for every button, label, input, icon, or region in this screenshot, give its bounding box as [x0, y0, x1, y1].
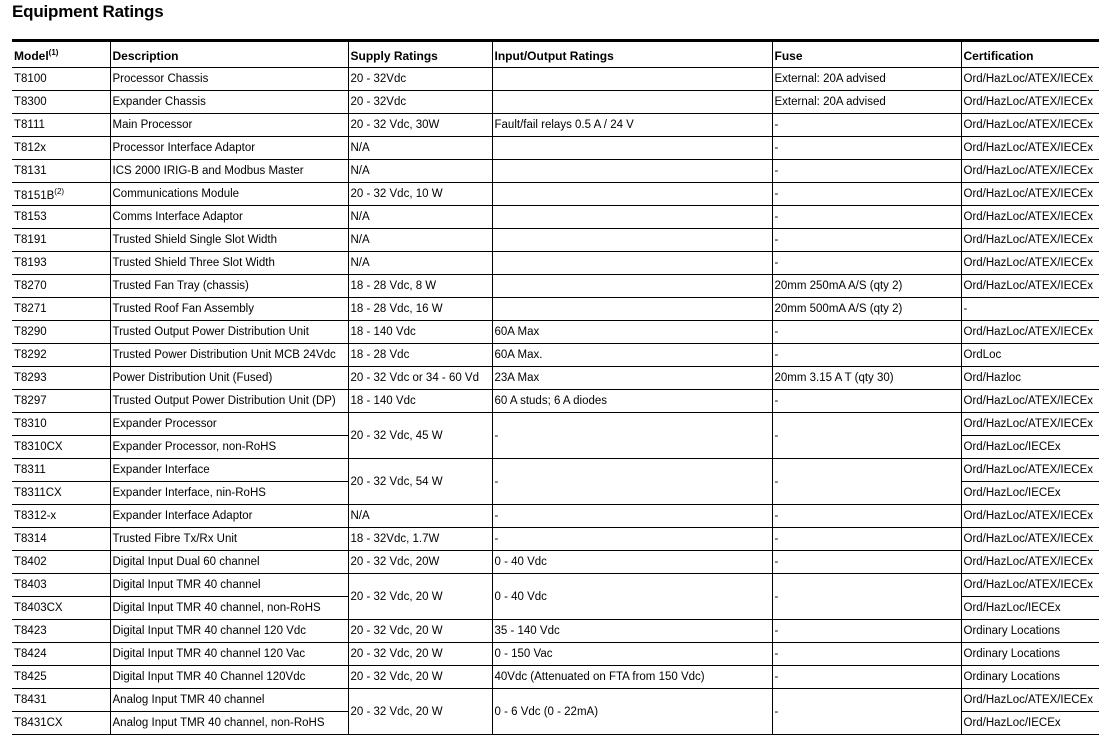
cell-io [492, 137, 772, 160]
cell-description: Trusted Fibre Tx/Rx Unit [110, 528, 348, 551]
cell-certification: Ord/Hazloc [961, 367, 1099, 390]
table-row [12, 344, 1099, 367]
model-number: T8293 [14, 372, 47, 384]
cell-io: - [492, 528, 772, 551]
model-number: T8423 [14, 625, 47, 637]
cell-description: Expander Processor [110, 413, 348, 436]
cell-description: Expander Interface, nin-RoHS [110, 482, 348, 505]
model-number: T8312-x [14, 510, 57, 522]
cell-model [12, 137, 110, 160]
table-row [12, 574, 1099, 597]
cell-supply: N/A [348, 137, 492, 160]
model-number: T8310CX [14, 441, 63, 453]
cell-certification: Ord/HazLoc/ATEX/IECEx [961, 114, 1099, 137]
cell-description: Trusted Power Distribution Unit MCB 24Vdc [110, 344, 348, 367]
cell-io [492, 183, 772, 206]
cell-fuse: External: 20A advised [772, 68, 961, 91]
cell-io [492, 91, 772, 114]
cell-model [12, 298, 110, 321]
table-row [12, 206, 1099, 229]
cell-description: Trusted Output Power Distribution Unit (DP) [110, 390, 348, 413]
cell-certification: Ordinary Locations [961, 643, 1099, 666]
cell-io [492, 229, 772, 252]
cell-description: Power Distribution Unit (Fused) [110, 367, 348, 390]
cell-certification: Ord/HazLoc/ATEX/IECEx [961, 137, 1099, 160]
header-model [12, 41, 110, 68]
cell-model [12, 413, 110, 436]
cell-supply: N/A [348, 229, 492, 252]
cell-io [492, 160, 772, 183]
cell-model [12, 528, 110, 551]
cell-io: 60A Max [492, 321, 772, 344]
cell-description: Expander Interface [110, 459, 348, 482]
cell-fuse: - [772, 666, 961, 689]
cell-io: - [492, 413, 772, 459]
cell-model [12, 459, 110, 482]
header-supply-ratings: Supply Ratings [348, 41, 492, 68]
model-number: T8292 [14, 349, 47, 361]
model-number: T8311 [14, 464, 46, 476]
model-number: T8431 [14, 694, 47, 706]
cell-io: 40Vdc (Attenuated on FTA from 150 Vdc) [492, 666, 772, 689]
cell-model [12, 68, 110, 91]
cell-description: Digital Input TMR 40 channel 120 Vdc [110, 620, 348, 643]
cell-certification: Ordinary Locations [961, 666, 1099, 689]
equipment-ratings-table-container [12, 39, 1099, 735]
cell-model [12, 482, 110, 505]
cell-io: 0 - 150 Vac [492, 643, 772, 666]
header-description: Description [110, 41, 348, 68]
cell-supply: 20 - 32 Vdc, 20 W [348, 666, 492, 689]
footnote-marker: (1) [48, 48, 59, 57]
table-row [12, 459, 1099, 482]
cell-certification: OrdLoc [961, 344, 1099, 367]
page-title: Equipment Ratings [12, 2, 164, 21]
cell-model [12, 689, 110, 712]
cell-description: Analog Input TMR 40 channel [110, 689, 348, 712]
cell-model [12, 643, 110, 666]
cell-supply: 20 - 32Vdc [348, 91, 492, 114]
cell-certification: Ordinary Locations [961, 620, 1099, 643]
model-number: T812x [14, 142, 46, 154]
cell-io [492, 275, 772, 298]
cell-fuse: - [772, 689, 961, 735]
cell-io: 35 - 140 Vdc [492, 620, 772, 643]
table-row [12, 666, 1099, 689]
cell-io [492, 68, 772, 91]
cell-model [12, 597, 110, 620]
cell-supply: 20 - 32 Vdc, 20W [348, 551, 492, 574]
cell-model [12, 551, 110, 574]
cell-model [12, 505, 110, 528]
cell-fuse: - [772, 390, 961, 413]
table-row [12, 68, 1099, 91]
cell-supply: N/A [348, 160, 492, 183]
cell-fuse: - [772, 206, 961, 229]
cell-fuse: - [772, 413, 961, 459]
cell-certification: Ord/HazLoc/ATEX/IECEx [961, 528, 1099, 551]
table-body [12, 68, 1099, 735]
cell-supply: 20 - 32Vdc [348, 68, 492, 91]
cell-certification: Ord/HazLoc/ATEX/IECEx [961, 206, 1099, 229]
cell-certification: Ord/HazLoc/ATEX/IECEx [961, 321, 1099, 344]
cell-description: Expander Interface Adaptor [110, 505, 348, 528]
cell-certification: Ord/HazLoc/IECEx [961, 712, 1099, 735]
model-number: T8270 [14, 280, 47, 292]
cell-description: Trusted Fan Tray (chassis) [110, 275, 348, 298]
cell-io: - [492, 459, 772, 505]
model-number: T8402 [14, 556, 47, 568]
cell-fuse: - [772, 137, 961, 160]
model-number: T8131 [14, 165, 47, 177]
footnote-marker: (2) [54, 186, 65, 196]
cell-model [12, 160, 110, 183]
cell-description: Main Processor [110, 114, 348, 137]
cell-description: Analog Input TMR 40 channel, non-RoHS [110, 712, 348, 735]
cell-model [12, 321, 110, 344]
cell-io [492, 206, 772, 229]
cell-description: Digital Input TMR 40 channel 120 Vac [110, 643, 348, 666]
cell-model [12, 367, 110, 390]
cell-io: 60 A studs; 6 A diodes [492, 390, 772, 413]
cell-certification: Ord/HazLoc/ATEX/IECEx [961, 574, 1099, 597]
cell-model [12, 183, 110, 206]
cell-description: Processor Chassis [110, 68, 348, 91]
cell-supply: 18 - 28 Vdc, 16 W [348, 298, 492, 321]
cell-certification: Ord/HazLoc/ATEX/IECEx [961, 91, 1099, 114]
cell-certification: Ord/HazLoc/IECEx [961, 482, 1099, 505]
cell-io: - [492, 505, 772, 528]
cell-fuse: - [772, 574, 961, 620]
cell-fuse: - [772, 160, 961, 183]
cell-model [12, 275, 110, 298]
model-number: T8151B [14, 189, 55, 202]
cell-model [12, 390, 110, 413]
model-number: T8314 [14, 533, 47, 545]
cell-supply: 20 - 32 Vdc, 20 W [348, 574, 492, 620]
table-row [12, 160, 1099, 183]
cell-io: 0 - 6 Vdc (0 - 22mA) [492, 689, 772, 735]
cell-model [12, 574, 110, 597]
cell-supply: N/A [348, 505, 492, 528]
cell-fuse: External: 20A advised [772, 91, 961, 114]
cell-description: Digital Input Dual 60 channel [110, 551, 348, 574]
cell-description: Trusted Shield Single Slot Width [110, 229, 348, 252]
model-number: T8111 [14, 119, 45, 131]
cell-certification: Ord/HazLoc/ATEX/IECEx [961, 390, 1099, 413]
cell-description: Digital Input TMR 40 Channel 120Vdc [110, 666, 348, 689]
model-number: T8300 [14, 96, 47, 108]
cell-model [12, 252, 110, 275]
cell-supply: 20 - 32 Vdc or 34 - 60 Vd [348, 367, 492, 390]
model-number: T8290 [14, 326, 47, 338]
model-number: T8403 [14, 579, 47, 591]
table-row [12, 114, 1099, 137]
cell-model [12, 91, 110, 114]
cell-io: 0 - 40 Vdc [492, 551, 772, 574]
cell-fuse: - [772, 459, 961, 505]
table-row [12, 620, 1099, 643]
table-row [12, 551, 1099, 574]
cell-description: Processor Interface Adaptor [110, 137, 348, 160]
model-number: T8191 [14, 234, 47, 246]
model-number: T8310 [14, 418, 47, 430]
cell-description: Trusted Shield Three Slot Width [110, 252, 348, 275]
cell-certification: - [961, 298, 1099, 321]
cell-certification: Ord/HazLoc/ATEX/IECEx [961, 505, 1099, 528]
cell-fuse: 20mm 500mA A/S (qty 2) [772, 298, 961, 321]
cell-description: Trusted Output Power Distribution Unit [110, 321, 348, 344]
cell-io: Fault/fail relays 0.5 A / 24 V [492, 114, 772, 137]
cell-certification: Ord/HazLoc/ATEX/IECEx [961, 459, 1099, 482]
table-row [12, 528, 1099, 551]
table-row [12, 91, 1099, 114]
cell-supply: 18 - 28 Vdc, 8 W [348, 275, 492, 298]
table-row [12, 689, 1099, 712]
model-number: T8193 [14, 257, 47, 269]
cell-model [12, 344, 110, 367]
cell-certification: Ord/HazLoc/ATEX/IECEx [961, 413, 1099, 436]
table-row [12, 505, 1099, 528]
cell-description: Comms Interface Adaptor [110, 206, 348, 229]
model-number: T8297 [14, 395, 47, 407]
table-row [12, 390, 1099, 413]
cell-supply: 20 - 32 Vdc, 45 W [348, 413, 492, 459]
cell-fuse: - [772, 114, 961, 137]
equipment-ratings-table [12, 39, 1099, 735]
model-number: T8311CX [14, 487, 62, 499]
cell-fuse: - [772, 344, 961, 367]
cell-io [492, 298, 772, 321]
cell-fuse: - [772, 229, 961, 252]
cell-io: 60A Max. [492, 344, 772, 367]
model-number: T8100 [14, 73, 47, 85]
cell-io [492, 252, 772, 275]
cell-description: Expander Chassis [110, 91, 348, 114]
cell-fuse: 20mm 250mA A/S (qty 2) [772, 275, 961, 298]
cell-io: 23A Max [492, 367, 772, 390]
model-number: T8424 [14, 648, 47, 660]
cell-certification: Ord/HazLoc/ATEX/IECEx [961, 68, 1099, 91]
cell-description: Communications Module [110, 183, 348, 206]
cell-supply: 18 - 28 Vdc [348, 344, 492, 367]
cell-supply: 20 - 32 Vdc, 20 W [348, 643, 492, 666]
cell-model [12, 436, 110, 459]
cell-certification: Ord/HazLoc/IECEx [961, 436, 1099, 459]
cell-certification: Ord/HazLoc/ATEX/IECEx [961, 252, 1099, 275]
cell-model [12, 620, 110, 643]
cell-fuse: - [772, 620, 961, 643]
cell-fuse: - [772, 643, 961, 666]
cell-fuse: - [772, 183, 961, 206]
cell-fuse: 20mm 3.15 A T (qty 30) [772, 367, 961, 390]
cell-supply: 20 - 32 Vdc, 30W [348, 114, 492, 137]
table-row [12, 413, 1099, 436]
cell-model [12, 712, 110, 735]
cell-model [12, 666, 110, 689]
cell-description: Trusted Roof Fan Assembly [110, 298, 348, 321]
table-row [12, 229, 1099, 252]
cell-supply: 18 - 32Vdc, 1.7W [348, 528, 492, 551]
table-row [12, 183, 1099, 206]
cell-supply: 20 - 32 Vdc, 20 W [348, 689, 492, 735]
model-number: T8431CX [14, 717, 63, 729]
cell-model [12, 114, 110, 137]
header-fuse: Fuse [772, 41, 961, 68]
cell-certification: Ord/HazLoc/IECEx [961, 597, 1099, 620]
table-row [12, 367, 1099, 390]
cell-description: Digital Input TMR 40 channel [110, 574, 348, 597]
cell-description: ICS 2000 IRIG-B and Modbus Master [110, 160, 348, 183]
cell-fuse: - [772, 321, 961, 344]
model-number: T8425 [14, 671, 47, 683]
table-row [12, 275, 1099, 298]
cell-model [12, 206, 110, 229]
cell-supply: 18 - 140 Vdc [348, 321, 492, 344]
header-io-ratings: Input/Output Ratings [492, 41, 772, 68]
cell-model [12, 229, 110, 252]
cell-certification: Ord/HazLoc/ATEX/IECEx [961, 229, 1099, 252]
table-header-row [12, 41, 1099, 68]
cell-description: Digital Input TMR 40 channel, non-RoHS [110, 597, 348, 620]
table-row [12, 643, 1099, 666]
model-number: T8271 [14, 303, 47, 315]
cell-supply: 20 - 32 Vdc, 20 W [348, 620, 492, 643]
cell-certification: Ord/HazLoc/ATEX/IECEx [961, 689, 1099, 712]
cell-fuse: - [772, 528, 961, 551]
cell-certification: Ord/HazLoc/ATEX/IECEx [961, 160, 1099, 183]
table-row [12, 252, 1099, 275]
cell-supply: 20 - 32 Vdc, 10 W [348, 183, 492, 206]
cell-supply: 20 - 32 Vdc, 54 W [348, 459, 492, 505]
cell-io: 0 - 40 Vdc [492, 574, 772, 620]
cell-supply: 18 - 140 Vdc [348, 390, 492, 413]
cell-certification: Ord/HazLoc/ATEX/IECEx [961, 275, 1099, 298]
cell-supply: N/A [348, 206, 492, 229]
cell-description: Expander Processor, non-RoHS [110, 436, 348, 459]
model-number: T8153 [14, 211, 47, 223]
model-number: T8403CX [14, 602, 63, 614]
cell-certification: Ord/HazLoc/ATEX/IECEx [961, 183, 1099, 206]
cell-fuse: - [772, 505, 961, 528]
cell-supply: N/A [348, 252, 492, 275]
header-model-label: Model [14, 49, 49, 63]
cell-certification: Ord/HazLoc/ATEX/IECEx [961, 551, 1099, 574]
cell-fuse: - [772, 252, 961, 275]
cell-fuse: - [772, 551, 961, 574]
header-certification: Certification [961, 41, 1099, 68]
table-row [12, 321, 1099, 344]
table-row [12, 298, 1099, 321]
table-row [12, 137, 1099, 160]
